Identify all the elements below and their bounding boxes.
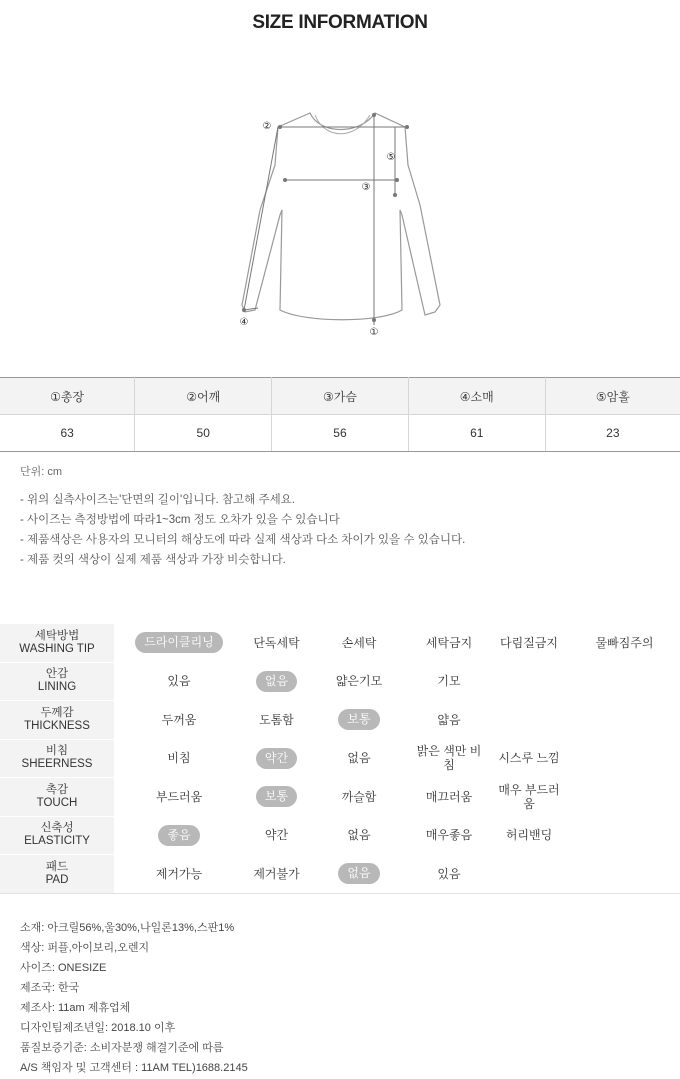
care-row bbox=[0, 701, 680, 740]
marker-4: ④ bbox=[239, 317, 249, 328]
care-option: 두꺼움 bbox=[161, 712, 197, 727]
care-option: 비침 bbox=[167, 751, 191, 766]
care-option: 손세탁 bbox=[341, 635, 377, 650]
care-option-cell bbox=[244, 662, 309, 701]
care-option-selected: 좋음 bbox=[158, 825, 199, 846]
size-header: ③가슴 bbox=[272, 378, 409, 415]
care-option-cell bbox=[489, 624, 569, 662]
care-option-cell bbox=[114, 624, 244, 662]
care-option-cell bbox=[244, 778, 309, 817]
care-option-cell bbox=[114, 778, 244, 817]
care-label-kr: 패드 bbox=[45, 860, 69, 873]
marker-3: ③ bbox=[361, 182, 371, 193]
marker-5: ⑤ bbox=[386, 152, 396, 163]
care-option-cell bbox=[244, 855, 309, 894]
care-option: 부드러움 bbox=[155, 789, 203, 804]
unit-label: 단위: cm bbox=[20, 466, 63, 478]
size-header: ②어깨 bbox=[135, 378, 272, 415]
size-value: 50 bbox=[135, 415, 272, 452]
care-option-cell bbox=[569, 739, 680, 778]
care-row-label bbox=[0, 816, 114, 855]
care-option: 없음 bbox=[347, 828, 371, 843]
care-option-cell bbox=[409, 816, 489, 855]
info-line: 사이즈: ONESIZE bbox=[20, 962, 107, 974]
note-line: - 제품 컷의 색상이 실제 제품 색상과 가장 비슷합니다. bbox=[20, 554, 286, 566]
care-option-cell bbox=[409, 662, 489, 701]
care-option: 단독세탁 bbox=[253, 635, 300, 650]
size-header: ④소매 bbox=[408, 378, 545, 415]
care-option-cell bbox=[114, 816, 244, 855]
care-option-cell bbox=[569, 662, 680, 701]
care-option: 밝은 색만 비침 bbox=[416, 744, 482, 773]
care-option-cell bbox=[309, 816, 409, 855]
care-row bbox=[0, 662, 680, 701]
note-line: - 제품색상은 사용자의 모니터의 해상도에 따라 실제 색상과 다소 차이가 있을 수 있습니다. bbox=[20, 534, 466, 546]
note-line: - 사이즈는 측정방법에 따라1~3cm 정도 오차가 있을 수 있습니다 bbox=[20, 514, 340, 526]
care-option-cell bbox=[309, 855, 409, 894]
care-option-cell bbox=[114, 701, 244, 740]
care-option: 물빠짐주의 bbox=[595, 635, 654, 650]
care-option-cell bbox=[244, 816, 309, 855]
care-label-en: PAD bbox=[45, 873, 69, 886]
marker-1: ① bbox=[369, 327, 379, 338]
care-option-cell bbox=[309, 662, 409, 701]
garment-diagram bbox=[230, 105, 450, 345]
care-option-cell bbox=[244, 739, 309, 778]
care-option-cell bbox=[309, 739, 409, 778]
care-option: 세탁금지 bbox=[425, 635, 473, 650]
care-option: 얇음 bbox=[437, 712, 461, 727]
note-line: - 위의 실측사이즈는'단면의 길이'입니다. 참고해 주세요. bbox=[20, 494, 295, 506]
care-row-label bbox=[0, 624, 114, 662]
care-option-cell bbox=[114, 855, 244, 894]
info-line: 소재: 아크릴56%,울30%,나일론13%,스판1% bbox=[20, 922, 235, 934]
size-value: 56 bbox=[272, 415, 409, 452]
care-row-label bbox=[0, 778, 114, 817]
care-label-en: LINING bbox=[37, 681, 77, 694]
care-option-cell bbox=[114, 662, 244, 701]
size-value: 61 bbox=[408, 415, 545, 452]
care-option: 시스루 느낌 bbox=[498, 751, 560, 766]
care-option-cell bbox=[409, 624, 489, 662]
care-label-en: TOUCH bbox=[36, 796, 78, 809]
care-option-selected: 보통 bbox=[256, 786, 297, 807]
info-line: 품질보증기준: 소비자분쟁 해결기준에 따름 bbox=[20, 1042, 224, 1054]
size-header: ⑤암홀 bbox=[545, 378, 680, 415]
care-row-label bbox=[0, 739, 114, 778]
info-line: A/S 책임자 및 고객센터 : 11AM TEL)1688.2145 bbox=[20, 1062, 248, 1074]
care-label-en: THICKNESS bbox=[24, 719, 90, 732]
care-option: 있음 bbox=[167, 674, 191, 689]
care-option-selected: 드라이클리닝 bbox=[135, 632, 223, 653]
care-option: 매우 부드러움 bbox=[498, 782, 560, 811]
size-table-header-row bbox=[0, 378, 680, 415]
care-option: 있음 bbox=[437, 866, 461, 881]
care-option-cell bbox=[409, 855, 489, 894]
care-option: 다림질금지 bbox=[500, 635, 558, 650]
size-value: 63 bbox=[0, 415, 135, 452]
care-option-cell bbox=[569, 816, 680, 855]
info-line: 디자인팀제조년일: 2018.10 이후 bbox=[20, 1022, 176, 1034]
care-option-selected: 약간 bbox=[256, 748, 297, 769]
care-label-en: SHEERNESS bbox=[21, 758, 93, 771]
care-option-cell bbox=[409, 739, 489, 778]
care-option-cell bbox=[569, 701, 680, 740]
care-label-kr: 신축성 bbox=[40, 822, 74, 835]
care-option-cell bbox=[409, 701, 489, 740]
care-option-selected: 없음 bbox=[256, 671, 297, 692]
size-value: 23 bbox=[545, 415, 680, 452]
info-line: 제조사: 11am 제휴업체 bbox=[20, 1002, 131, 1014]
size-table-value-row bbox=[0, 415, 680, 452]
care-option-selected: 없음 bbox=[338, 863, 379, 884]
care-option: 제거가능 bbox=[155, 866, 203, 881]
care-row-label bbox=[0, 662, 114, 701]
care-option-cell bbox=[489, 701, 569, 740]
care-row bbox=[0, 778, 680, 817]
care-option: 허리밴딩 bbox=[505, 828, 553, 843]
care-option-cell bbox=[569, 855, 680, 894]
care-label-en: WASHING TIP bbox=[19, 642, 95, 655]
care-option-cell bbox=[309, 778, 409, 817]
care-option-cell bbox=[489, 855, 569, 894]
care-row bbox=[0, 855, 680, 894]
product-info bbox=[20, 918, 248, 1078]
care-option: 얇은기모 bbox=[335, 674, 383, 689]
care-option: 도톰함 bbox=[259, 712, 294, 727]
care-option: 없음 bbox=[347, 751, 371, 766]
info-line: 제조국: 한국 bbox=[20, 982, 80, 994]
care-option-cell bbox=[489, 662, 569, 701]
care-option-cell bbox=[489, 778, 569, 817]
care-option: 기모 bbox=[437, 674, 461, 689]
care-row bbox=[0, 624, 680, 662]
care-label-kr: 안감 bbox=[45, 668, 69, 681]
care-label-kr: 세탁방법 bbox=[34, 629, 80, 642]
care-row-label bbox=[0, 701, 114, 740]
page-title: SIZE INFORMATION bbox=[252, 12, 428, 33]
care-option-cell bbox=[244, 701, 309, 740]
care-option-cell bbox=[569, 778, 680, 817]
care-table bbox=[0, 624, 680, 894]
care-option-cell bbox=[309, 624, 409, 662]
care-row-label bbox=[0, 855, 114, 894]
size-table bbox=[0, 377, 680, 452]
care-option-cell bbox=[489, 739, 569, 778]
care-option-cell bbox=[409, 778, 489, 817]
care-label-kr: 촉감 bbox=[45, 783, 69, 796]
care-option-cell bbox=[489, 816, 569, 855]
care-label-kr: 두께감 bbox=[40, 706, 74, 719]
care-option-cell bbox=[114, 739, 244, 778]
care-option: 제거불가 bbox=[253, 866, 300, 881]
size-notes bbox=[20, 490, 465, 570]
care-option: 까슬함 bbox=[341, 789, 377, 804]
care-option-cell bbox=[309, 701, 409, 740]
care-label-kr: 비침 bbox=[45, 745, 69, 758]
info-line: 색상: 퍼플,아이보리,오렌지 bbox=[20, 942, 150, 954]
care-option-cell bbox=[569, 624, 680, 662]
care-option: 약간 bbox=[264, 828, 289, 843]
marker-2: ② bbox=[262, 121, 272, 132]
size-header: ①총장 bbox=[0, 378, 135, 415]
care-option: 매끄러움 bbox=[425, 789, 473, 804]
long-sleeve-top-illustration bbox=[230, 105, 450, 345]
care-label-en: ELASTICITY bbox=[24, 835, 90, 848]
care-option-cell bbox=[244, 624, 309, 662]
care-option: 매우좋음 bbox=[425, 828, 473, 843]
care-row bbox=[0, 816, 680, 855]
care-option-selected: 보통 bbox=[338, 709, 379, 730]
care-row bbox=[0, 739, 680, 778]
